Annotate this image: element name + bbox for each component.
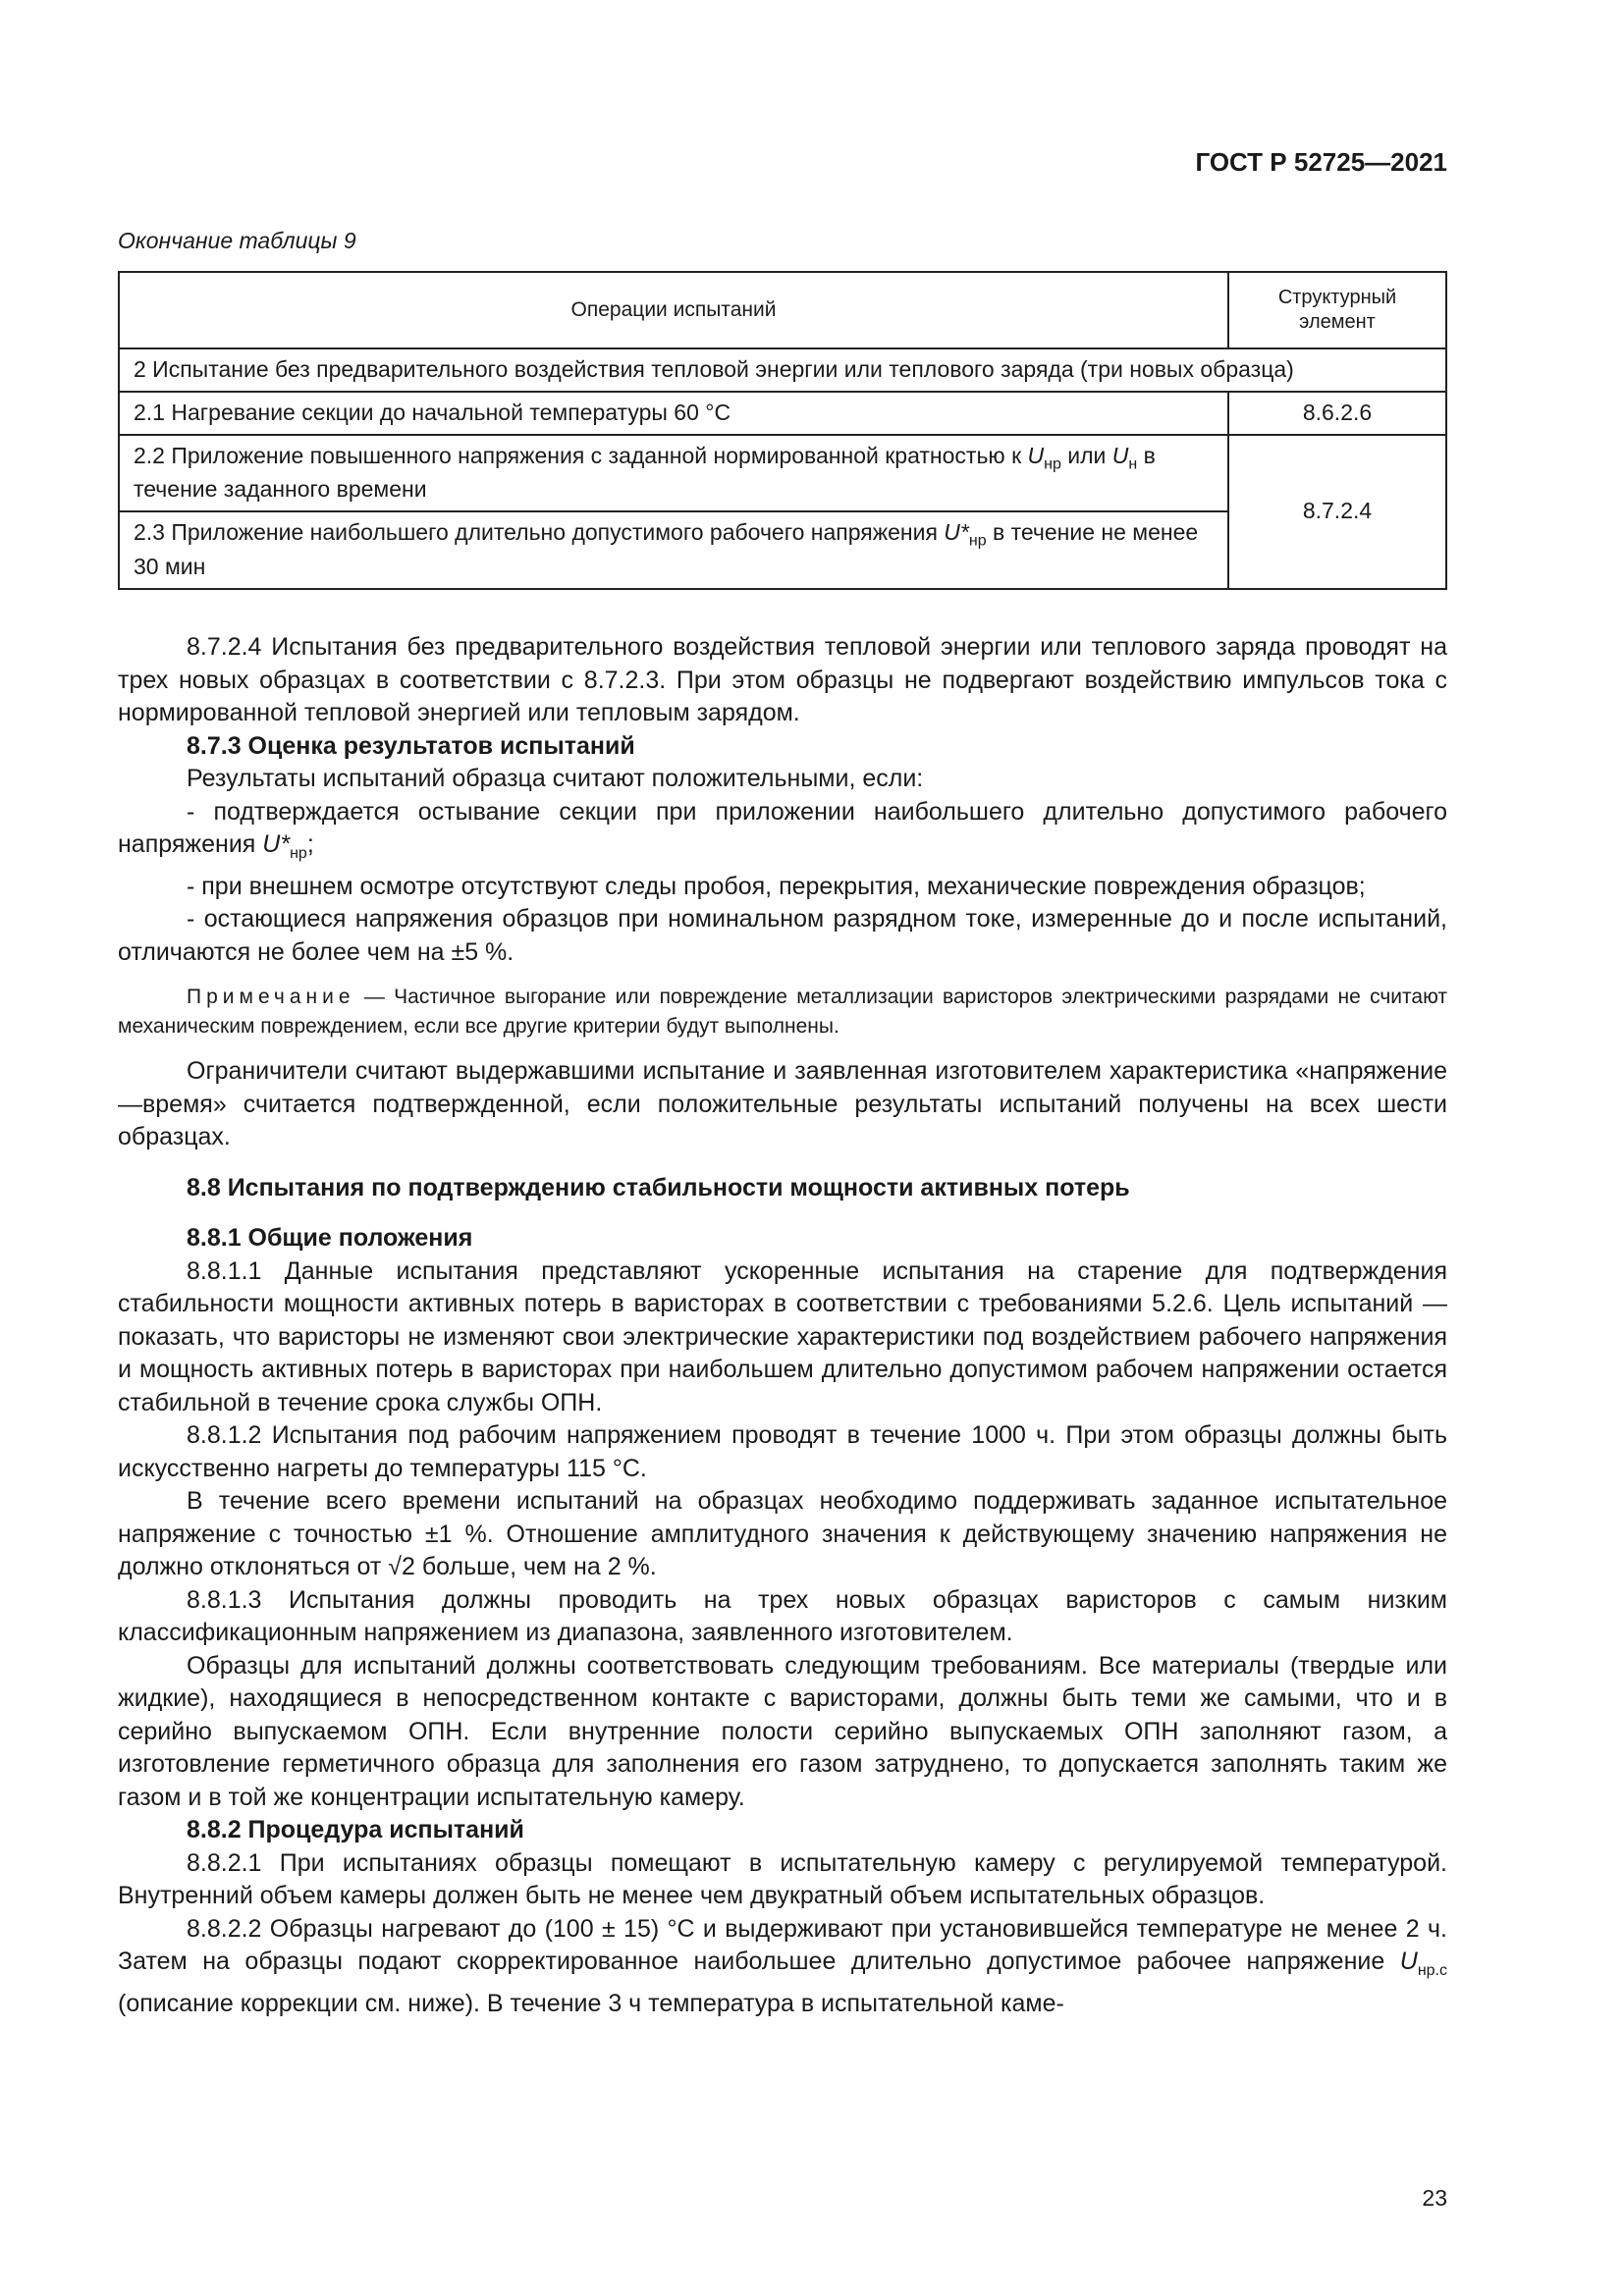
heading-8-8: 8.8 Испытания по подтверждению стабильности мощности активных потерь — [187, 1173, 1130, 1201]
bullet-inspection: - при внешнем осмотре отсутствуют следы пробоя, перекрытия, механические повреждения образцов; — [187, 872, 1366, 900]
table-row-2-3-operation: 2.3 Приложение наибольшего длительно допустимого рабочего напряжения $U*_{нр}$ в течение не менее 30 мин — [119, 511, 1228, 588]
table-row-2-2-operation: 2.2 Приложение повышенного напряжения с заданной нормированной кратностью к $U_{нр}$ или $U_н$ в течение заданного времени — [119, 435, 1228, 511]
paragraph-8-8-2-1: 8.8.2.1 При испытаниях образцы помещают в испытательную камеру с регулируемой температурой. Внутренний объем камеры должен быть не менее чем двукратный объем испытательных образцов. — [118, 1848, 1447, 1909]
paragraph-results-intro: Результаты испытаний образца считают положительными, если: — [187, 765, 924, 792]
heading-8-7-3: 8.7.3 Оценка результатов испытаний — [187, 731, 635, 760]
table-caption: Окончание таблицы 9 — [118, 228, 356, 253]
paragraph-8-8-1-2: 8.8.1.2 Испытания под рабочим напряжением проводят в течение 1000 ч. При этом образцы должны быть искусственно нагреты до температуры 115 °С. — [118, 1421, 1447, 1482]
paragraph-voltage-accuracy: В течение всего времени испытаний на образцах необходимо поддерживать заданное испытательное напряжение с точностью ±1 %. Отношение амплитудного значения к действующему значению напряжения не должно отклоняться от √2 больше, чем на 2 %. — [118, 1487, 1447, 1580]
note-label: Примечание — [187, 986, 355, 1008]
paragraph-8-8-1-1: 8.8.1.1 Данные испытания представляют ускоренные испытания на старение для подтверждения стабильности мощности активных потерь в варисторах в соответствии с требованиями 5.2.6. Цель испытаний — показать, что варисторы не изменяют свои электрические характеристики под воздействием рабочего напряжения и мощность активных потерь в варисторах при наибольшем длительно допустимом рабочем напряжении остается стабильной в течение срока службы ОПН. — [118, 1256, 1447, 1416]
paragraph-sample-requirements: Образцы для испытаний должны соответствовать следующим требованиям. Все материалы (твердые или жидкие), находящиеся в непосредственном контакте с варисторами, должны быть теми же самыми, что и в серийно выпускаемом ОПН. Если внутренние полости серийно выпускаемых ОПН заполняют газом, а изготовление герметичного образца для заполнения его газом затруднено, то допускается заполнять таким же газом и в той же концентрации испытательную камеру. — [118, 1651, 1447, 1811]
paragraph-8-8-1-3: 8.8.1.3 Испытания должны проводить на трех новых образцах варисторов с самым низким классификационным напряжением из диапазона, заявленного изготовителем. — [118, 1585, 1447, 1646]
tests-table — [118, 271, 1447, 590]
column-header-operations: Операции испытаний — [119, 272, 1228, 348]
document-id: ГОСТ Р 52725—2021 — [1195, 147, 1447, 177]
table-group-row: 2 Испытание без предварительного воздействия тепловой энергии или теплового заряда (три новых образца) — [119, 348, 1446, 392]
heading-8-8-2: 8.8.2 Процедура испытаний — [187, 1816, 524, 1843]
document-body — [118, 631, 1447, 2020]
page-number: 23 — [1422, 2185, 1447, 2211]
table-row-2-2-2-3-ref: 8.7.2.4 — [1228, 435, 1446, 589]
column-header-structural-element: Структурный элемент — [1228, 272, 1446, 348]
note: Примечание — Частичное выгорание или повреждение металлизации варисторов электрическими разрядами не считают механическим повреждением, если все другие критерии будут выполнены. — [118, 986, 1447, 1038]
table-row-2-1-operation: 2.1 Нагревание секции до начальной температуры 60 °С — [119, 392, 1228, 435]
bullet-residual-voltage: - остающиеся напряжения образцов при номинальном разрядном токе, измеренные до и после испытаний, отличаются не более чем на ±5 %. — [118, 905, 1447, 966]
table-row-2-1-ref: 8.6.2.6 — [1228, 392, 1446, 435]
paragraph-8-8-2-2: 8.8.2.2 Образцы нагревают до (100 ± 15) °С и выдерживают при установившейся температуре не менее 2 ч. Затем на образцы подают скорректированное наибольшее длительно допустимое рабочее напряжение $U_{нр.с}$ (описание коррекции см. ниже). В течение 3 ч температура в испытательной каме- — [118, 1914, 1447, 2017]
bullet-cooling: - подтверждается остывание секции при приложении наибольшего длительно допустимого рабочего напряжения $U*_{нр}$; — [118, 797, 1447, 862]
paragraph-8-7-2-4: 8.7.2.4 Испытания без предварительного воздействия тепловой энергии или теплового заряда проводят на трех новых образцах в соответствии с 8.7.2.3. При этом образцы не подвергают воздействию импульсов тока с нормированной тепловой энергией или тепловым зарядом. — [118, 633, 1447, 726]
heading-8-8-1: 8.8.1 Общие положения — [187, 1224, 473, 1252]
paragraph-conclusion: Ограничители считают выдержавшими испытание и заявленная изготовителем характеристика «напряжение—время» считается подтвержденной, если положительные результаты испытаний получены на всех шести образцах. — [118, 1057, 1447, 1150]
